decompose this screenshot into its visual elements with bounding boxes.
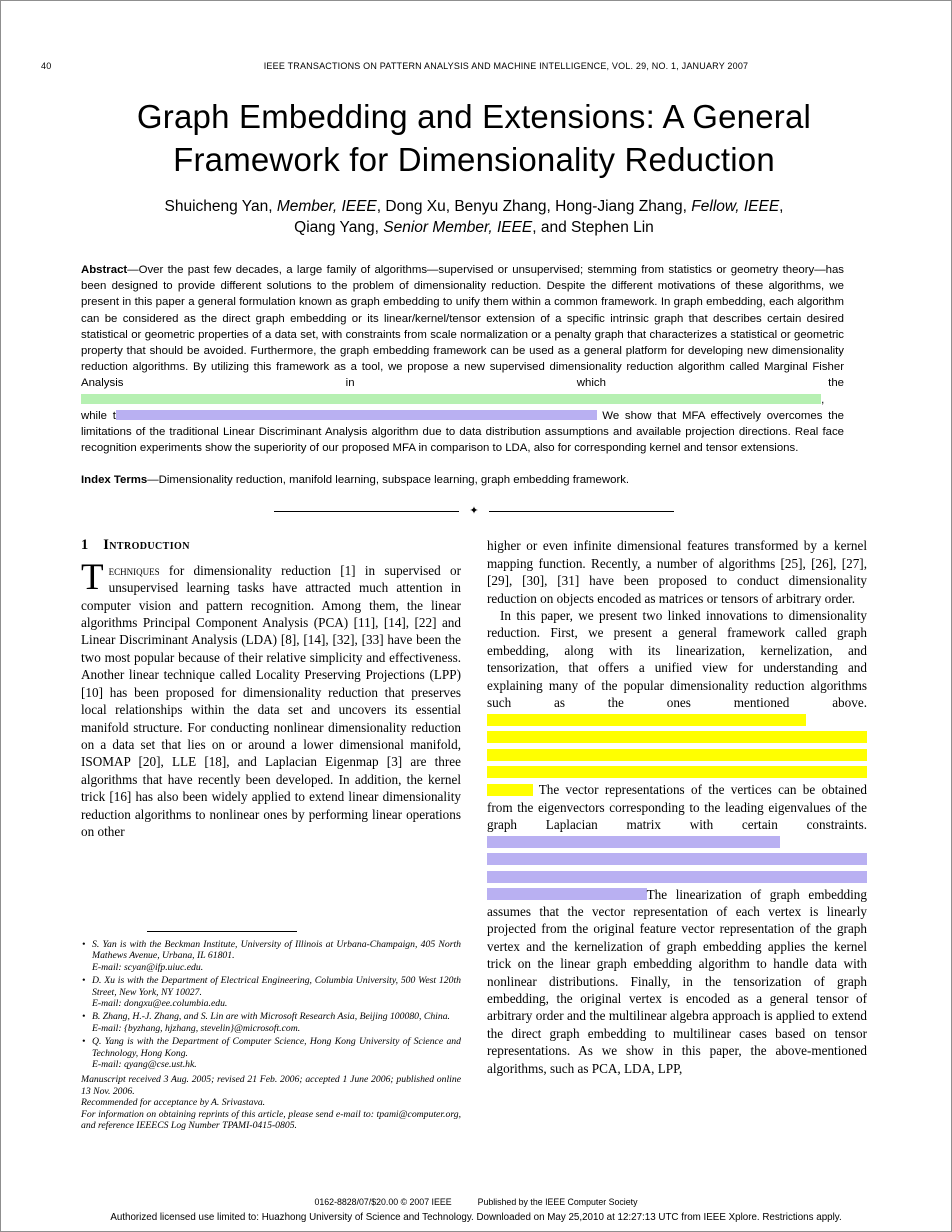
author-list xyxy=(81,196,867,238)
paper-title-line2: Framework for Dimensionality Reduction xyxy=(173,141,775,178)
author-line-2: Qiang Yang, Senior Member, IEEE, and Stephen Lin xyxy=(294,219,654,236)
affiliation-text: B. Zhang, H.-J. Zhang, and S. Lin are with Microsoft Research Asia, Beijing 100080, China. xyxy=(92,1011,450,1023)
footnotes xyxy=(81,931,461,1132)
section-separator xyxy=(274,506,674,517)
page-header xyxy=(41,61,911,71)
intro-paragraph xyxy=(81,556,461,841)
section-title: Introduction xyxy=(103,537,190,554)
index-terms: Index Terms—Dimensionality reduction, manifold learning, subspace learning, graph embedding framework. xyxy=(81,474,630,487)
redacted-highlight xyxy=(487,784,533,796)
redacted-highlight xyxy=(116,410,597,420)
redacted-highlight xyxy=(487,714,806,726)
affiliation-item xyxy=(81,975,461,1009)
journal-title: IEEE TRANSACTIONS ON PATTERN ANALYSIS AND MACHINE INTELLIGENCE, VOL. 29, NO. 1, JANUARY 2007 xyxy=(263,61,749,71)
affiliation-email: E-mail: qyang@cse.ust.hk. xyxy=(92,1059,197,1070)
body-paragraph-continuation: higher or even infinite dimensional features transformed by a kernel mapping function. Recently, a number of algorithms [25], [26], [27], [29], [30], [31] have been proposed to conduct dimensionality reduction on objects encoded as matrices or tensors of arbitrary order. xyxy=(487,538,867,606)
page-number: 40 xyxy=(41,61,52,71)
two-column-body xyxy=(81,537,867,1131)
separator-line-right xyxy=(489,511,674,512)
affiliation-email: E-mail: dongxu@ee.columbia.edu. xyxy=(92,997,228,1009)
paper-title-line1: Graph Embedding and Extensions: A General xyxy=(136,98,812,135)
section-heading xyxy=(81,537,461,554)
publisher-line: Published by the IEEE Computer Society xyxy=(477,1197,638,1207)
diamond-icon: ✦ xyxy=(469,505,479,518)
reprints-info: For information on obtaining reprints of this article, please send e-mail to: tpami@computer.org, and reference IEEECS Log Number TPAMI-0415-0805. xyxy=(81,1108,461,1132)
redacted-highlight xyxy=(487,766,867,778)
footer xyxy=(1,1197,951,1207)
redacted-highlight xyxy=(487,836,780,848)
redacted-highlight xyxy=(487,888,647,900)
affiliation-text: Q. Yang is with the Department of Computer Science, Hong Kong University of Science and Technology, Hong Kong. xyxy=(92,1036,461,1059)
paper-title xyxy=(81,95,867,181)
affiliation-item xyxy=(81,1011,461,1034)
affiliation-text: D. Xu is with the Department of Electrical Engineering, Columbia University, 500 West 120th Street, New York, NY 10027. xyxy=(92,975,461,998)
recommended-by: Recommended for acceptance by A. Srivastava. xyxy=(81,1097,266,1109)
affiliation-list xyxy=(81,939,461,1070)
body-paragraph-innovations: In this paper, we present two linked innovations to dimensionality reduction. First, we present a general framework called graph embedding, along with its linearization, kernelization, and tensorization, that offers a unified view for understanding and explaining many of the popular dimensionality reduction algorithms such as the ones mentioned above. The vector representations of the vertices can be obtained from the eigenvectors corresponding to the leading eigenvalues of the graph Laplacian matrix with certain constraints. The linearization of graph embedding assumes that the vector representation of each vertex is linearly projected from the original feature vector representation of the graph vertex and the kernelization of graph embedding applies the kernel trick on the linear graph embedding algorithm to handle data with nonlinear distributions. Finally, in the tensorization of graph embedding, the original vertex is encoded as a general tensor of arbitrary order and the multilinear algebra approach is applied to extend the direct graph embedding to multilinear cases based on tensor representations. As we show in this paper, the above-mentioned algorithms, such as PCA, LDA, LPP, xyxy=(487,608,867,1076)
license-line: Authorized licensed use limited to: Huazhong University of Science and Technology. Downloaded on May 25,2010 at 12:27:13 UTC from IEEE Xplore. Restrictions apply. xyxy=(110,1212,842,1223)
affiliation-text: S. Yan is with the Beckman Institute, University of Illinois at Urbana-Champaign, 405 North Mathews Avenue, Urbana, IL 61801. xyxy=(92,938,461,962)
abstract: Abstract—Over the past few decades, a large family of algorithms—supervised or unsupervised; stemming from statistics or geometry theory—has been designed to provide different solutions to the problem of dimensionality reduction. Despite the different motivations of these algorithms, we present in this paper a general formulation known as graph embedding to unify them within a common framework. In graph embedding, each algorithm can be considered as the direct graph embedding or its linear/kernel/tensor extension of a specific intrinsic graph that describes certain desired statistical or geometric properties of a data set, with constraints from scale normalization or a penalty graph that characterizes a statistical or geometric property that should be avoided. Furthermore, the graph embedding framework can be used as a general platform for developing new dimensionality reduction algorithms. By utilizing this framework as a tool, we propose a new supervised dimensionality reduction algorithm called Marginal Fisher Analysis in which the , while t We show that MFA effectively overcomes the limitations of the traditional Linear Discriminant Analysis algorithm due to data distribution assumptions and available projection directions. Real face recognition experiments show the superiority of our proposed MFA in comparison to LDA, also for corresponding kernel and tensor extensions. xyxy=(81,264,844,455)
dropcap: T xyxy=(81,556,104,598)
redacted-highlight xyxy=(487,853,867,865)
affiliation-email: E-mail: {byzhang, hjzhang, stevelin}@microsoft.com. xyxy=(92,1022,301,1034)
affiliation-item xyxy=(81,939,461,973)
manuscript-notes xyxy=(81,1074,461,1131)
redacted-highlight xyxy=(487,731,867,743)
section-number: 1 xyxy=(81,537,89,554)
affiliation-email: E-mail: scyan@ifp.uiuc.edu. xyxy=(92,961,204,973)
redacted-highlight xyxy=(487,749,867,761)
page-content xyxy=(81,95,867,1131)
author-line-1: Shuicheng Yan, Member, IEEE, Dong Xu, Benyu Zhang, Hong-Jiang Zhang, Fellow, IEEE, xyxy=(164,198,784,215)
affiliation-item xyxy=(81,1036,461,1070)
footnote-rule xyxy=(147,931,297,932)
separator-line-left xyxy=(274,511,459,512)
copyright-line: 0162-8828/07/$20.00 © 2007 IEEE xyxy=(314,1197,452,1207)
manuscript-received: Manuscript received 3 Aug. 2005; revised 21 Feb. 2006; accepted 1 June 2006; published online 13 Nov. 2006. xyxy=(81,1074,461,1097)
redacted-highlight xyxy=(81,394,821,404)
intro-paragraph-text: echniques for dimensionality reduction [1] in supervised or unsupervised learning tasks have attracted much attention in computer vision and pattern recognition. Among them, the linear algorithms Principal Component Analysis (PCA) [11], [14], [22] and Linear Discriminant Analysis (LDA) [8], [14], [32], [33] have been the two most popular because of their relative simplicity and effectiveness. Another linear technique called Locality Preserving Projections (LPP) [10] has been proposed for dimensionality reduction that preserves local relationships within the data set and uncovers its essential manifold structure. For conducting nonlinear dimensionality reduction on a data set that lies on or around a lower dimensional manifold, ISOMAP [20], LLE [18], and Laplacian Eigenmap [3] are three algorithms that have recently been developed. In addition, the kernel trick [16] has also been widely applied to extend linear dimensionality reduction algorithms to nonlinear ones by performing linear operations on other xyxy=(81,562,461,839)
redacted-highlight xyxy=(487,871,867,883)
left-column xyxy=(81,537,461,1131)
right-column xyxy=(487,537,867,1131)
